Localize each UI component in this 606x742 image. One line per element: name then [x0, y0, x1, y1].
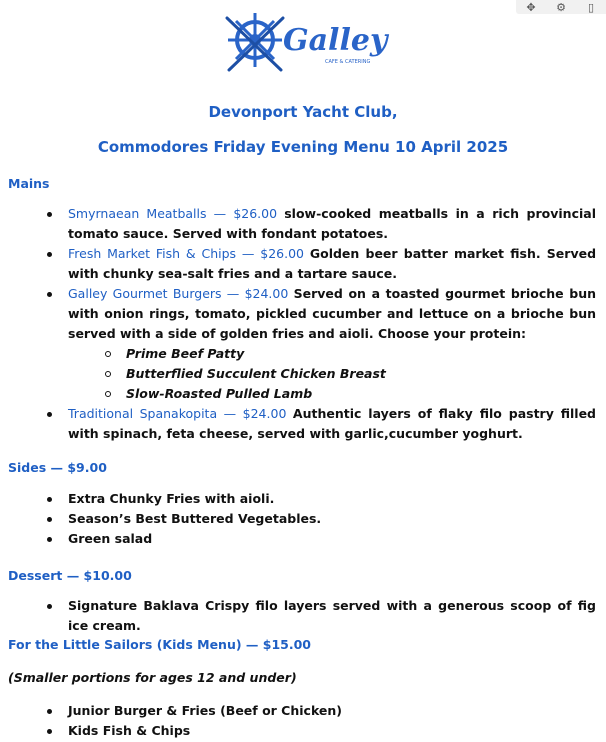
kids-list: [0, 701, 606, 741]
dish-price: $26.00: [260, 246, 304, 261]
sides-list: [0, 489, 606, 549]
list-item: Smyrnaean Meatballs — $26.00 slow-cooked meatballs in a rich provincial tomato sauce. Served with fondant potatoes.: [0, 204, 606, 244]
gear-icon[interactable]: ⚙: [556, 0, 566, 14]
dish-price: $24.00: [242, 406, 287, 421]
dish-name: Smyrnaean Meatballs: [68, 206, 207, 221]
protein-option: Butterflied Succulent Chicken Breast: [68, 364, 596, 384]
list-item: Extra Chunky Fries with aioli.: [0, 489, 606, 509]
dish-price: $24.00: [244, 286, 289, 301]
logo-tagline: CAFE & CATERING: [325, 59, 371, 65]
list-item: Green salad: [0, 529, 606, 549]
sides-heading: Sides — $9.00: [8, 460, 107, 475]
dish-name: Galley Gourmet Burgers: [68, 286, 222, 301]
kids-heading: For the Little Sailors (Kids Menu) — $15.00: [8, 637, 311, 652]
ship-wheel-icon: [227, 13, 283, 70]
dish-name: Fresh Market Fish & Chips: [68, 246, 237, 261]
list-item: Signature Baklava Crispy filo layers served with a generous scoop of fig ice cream.: [0, 596, 606, 636]
header-line-1: Devonport Yacht Club,: [208, 103, 398, 121]
protein-options: [68, 344, 596, 404]
dish-description: slow-cooked meatballs in a rich provincial tomato sauce. Served with fondant potatoes.: [68, 206, 596, 241]
dish-description: Authentic layers of flaky filo pastry filled with spinach, feta cheese, served with garlic,cucumber yoghurt.: [68, 406, 597, 441]
kids-note: (Smaller portions for ages 12 and under): [8, 670, 297, 685]
dish-price: $26.00: [233, 206, 278, 221]
panel-icon[interactable]: ▯: [587, 0, 595, 14]
header-line-2: Commodores Friday Evening Menu 10 April 2025: [97, 138, 509, 156]
list-item: Kids Fish & Chips: [0, 721, 606, 741]
list-item: Season’s Best Buttered Vegetables.: [0, 509, 606, 529]
image-toolbar: [516, 0, 606, 14]
mains-heading: Mains: [8, 176, 50, 191]
list-item: Fresh Market Fish & Chips — $26.00 Golden beer batter market fish. Served with chunky sea-salt fries and a tartare sauce.: [0, 244, 606, 284]
dish-description: Served on a toasted gourmet brioche bun with onion rings, tomato, pickled cucumber and lettuce on a brioche bun served with a side of golden fries and aioli. Choose your protein:: [68, 286, 596, 341]
dessert-list: [0, 596, 606, 636]
list-item: Traditional Spanakopita — $24.00 Authentic layers of flaky filo pastry filled with spinach, feta cheese, served with garlic,cucumber yoghurt.: [0, 404, 606, 444]
dish-name: Traditional Spanakopita: [68, 406, 218, 421]
galley-logo: [225, 6, 390, 76]
move-icon[interactable]: ✥: [526, 0, 536, 14]
mains-list: [0, 204, 606, 444]
list-item: Galley Gourmet Burgers — $24.00 Served on a toasted gourmet brioche bun with onion rings, tomato, pickled cucumber and lettuce on a brioche bun served with a side of golden fries and aioli. Choose your protein: Prime Beef Patty Butterflied Succulent Chicken Breast Slow-Roasted Pulled Lamb: [0, 284, 606, 404]
logo-brand: Galley: [283, 23, 388, 58]
dish-description: Golden beer batter market fish. Served with chunky sea-salt fries and a tartare sauce.: [68, 246, 597, 281]
protein-option: Prime Beef Patty: [68, 344, 596, 364]
list-item: Junior Burger & Fries (Beef or Chicken): [0, 701, 606, 721]
dessert-heading: Dessert — $10.00: [8, 568, 132, 583]
protein-option: Slow-Roasted Pulled Lamb: [68, 384, 596, 404]
